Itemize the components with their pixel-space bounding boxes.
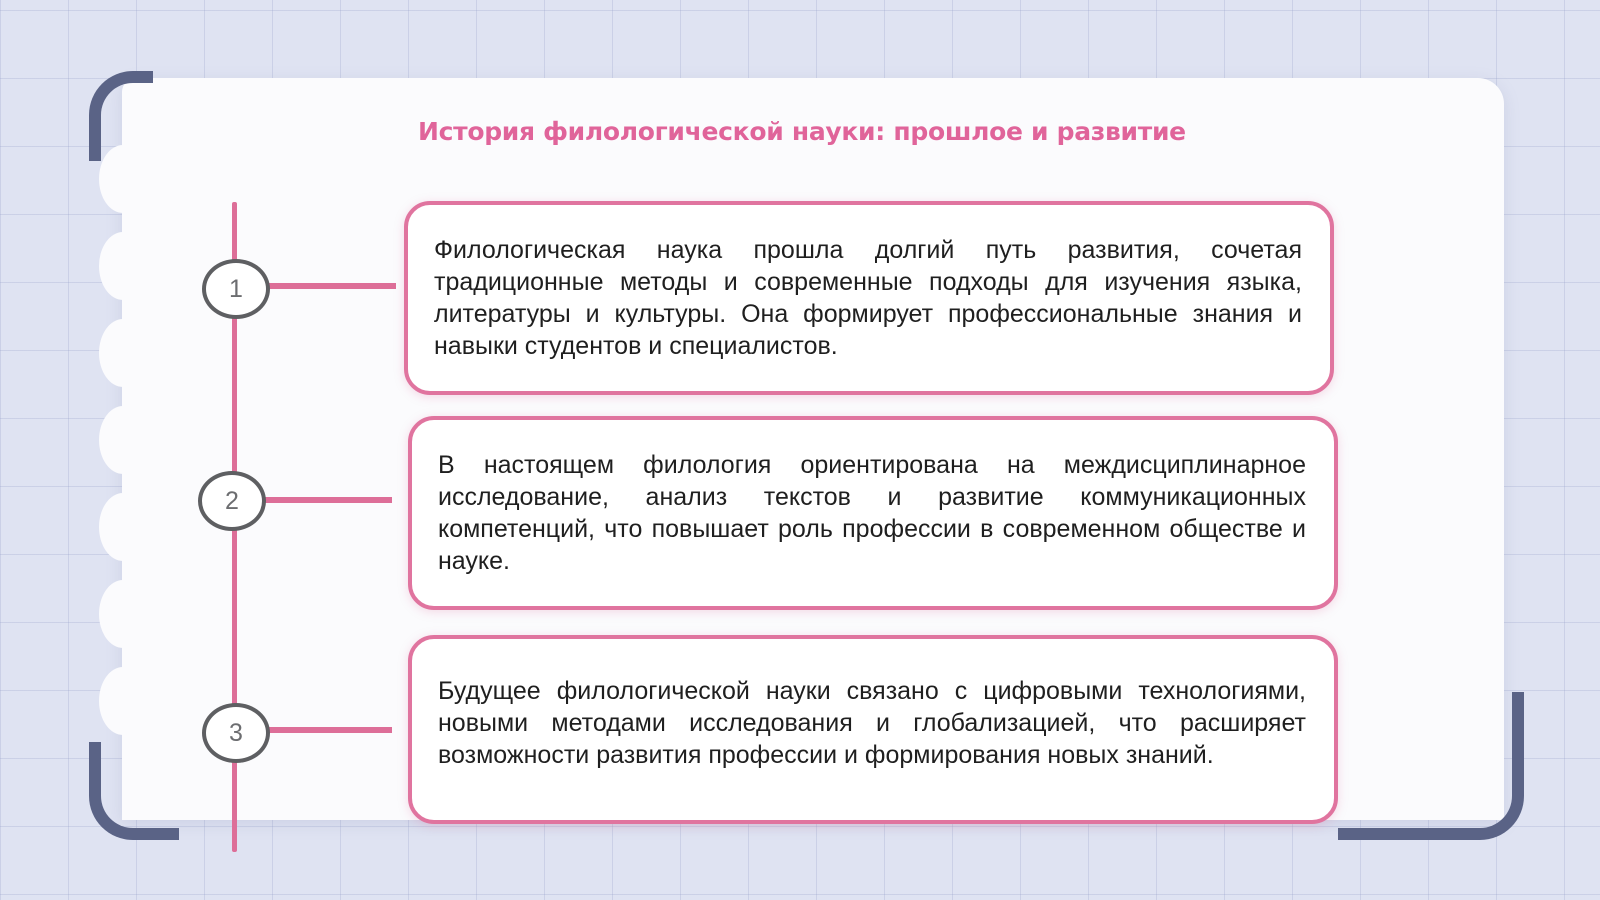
step-number-1: 1: [202, 259, 270, 319]
corner-bracket-bottom-left: [89, 742, 179, 840]
step-card-1: [404, 201, 1334, 395]
step-text-2: В настоящем филология ориентирована на междисциплинарное исследование, анализ текстов и развитие коммуникационных компетенций, что повышает роль профессии в современном обществе и науке.: [438, 451, 1306, 575]
step-card-3: [408, 635, 1338, 824]
step-number-2: 2: [198, 471, 266, 531]
step-number-3: 3: [202, 703, 270, 763]
step-text-3: Будущее филологической науки связано с цифровыми технологиями, новыми методами исследования и глобализацией, что расширяет возможности развития профессии и формирования новых знаний.: [438, 676, 1306, 769]
timeline-connector: [258, 497, 392, 503]
paper-notch: [99, 406, 147, 474]
timeline-connector: [262, 283, 396, 289]
timeline-connector: [262, 727, 392, 733]
paper-notch: [99, 493, 147, 561]
step-card-2: [408, 416, 1338, 610]
corner-bracket-bottom-right: [1338, 692, 1524, 840]
slide-title: История филологической науки: прошлое и развитие: [418, 117, 1186, 146]
step-text-1: Филологическая наука прошла долгий путь развития, сочетая традиционные методы и современные подходы для изучения языка, литературы и культуры. Она формирует профессиональные знания и навыки студентов и специалистов.: [434, 236, 1302, 360]
corner-bracket-top-left: [89, 71, 153, 161]
paper-notch: [99, 580, 147, 648]
paper-notch: [99, 667, 147, 735]
paper-notch: [99, 319, 147, 387]
paper-notch: [99, 232, 147, 300]
